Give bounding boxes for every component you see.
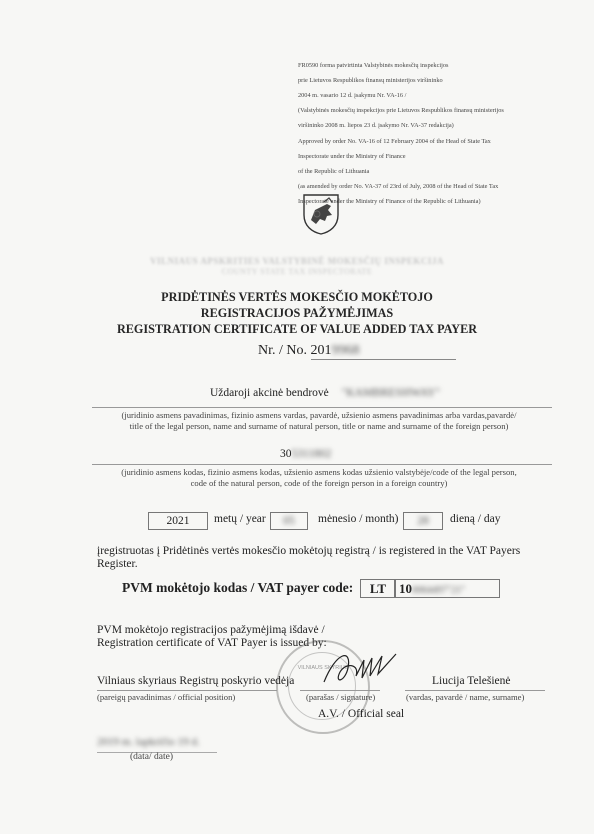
day-box [403, 512, 443, 530]
code-prefix: 30 [280, 448, 292, 460]
number-prefix: 201 [310, 343, 332, 358]
seal-text: VILNIAUS SKYRIUS [297, 665, 349, 671]
month-label: mėnesio / month) [318, 513, 399, 525]
company-type: Uždaroji akcinė bendrovė [210, 387, 329, 399]
officer-name: Liucija Telešienė [432, 675, 511, 687]
vat-redacted: 0064497"21" [412, 585, 466, 596]
company-caption: (juridinio asmens pavadinimas, fizinio asmens vardas, pavardė, užsienio asmens pavadinimas arba vardas,pavardė/ title of the legal person, name and surname of natural person, title or name and surname of the foreign person) [121, 410, 517, 431]
company-name-redacted: "KAMBRESHWAY" [341, 387, 441, 399]
approval-line: FR0590 forma patvirtinta Valstybinės mokesčių inspekcijos [298, 61, 449, 69]
institution-name-en: COUNTY STATE TAX INSPECTORATE [221, 267, 373, 276]
vat-country-box [360, 579, 396, 598]
year-box [148, 512, 208, 530]
day-label: dieną / day [450, 513, 501, 525]
issue-date-redacted: 2019 m. lapkričio 19 d. [97, 736, 200, 748]
issued-by [97, 624, 327, 650]
name-caption: (vardas, pavardė / name, surname) [406, 692, 525, 702]
signature-caption: (parašas / signature) [306, 692, 376, 702]
company-underline [92, 407, 552, 408]
month-redacted: 05 [283, 515, 295, 527]
month-box [270, 512, 308, 530]
registered-statement: įregistruotas į Pridėtinės vertės mokesčio mokėtojų registrą / is registered in the VAT Payers Register. [97, 545, 521, 570]
approval-line: of the Republic of Lithuania [298, 167, 370, 175]
approval-line: (Valstybinės mokesčių inspekcijos prie Lietuvos Respublikos finansų ministerijos [298, 107, 504, 115]
code-redacted: 5311802 [291, 448, 332, 460]
issued-line2: Registration certificate of VAT Payer is issued by: [97, 637, 327, 649]
approval-header [298, 54, 568, 213]
vat-country: LT [369, 581, 387, 596]
signature-underline [300, 690, 380, 691]
day-redacted: 28 [417, 515, 429, 527]
title-lt-line1: PRIDĖTINĖS VERTĖS MOKESČIO MOKĖTOJO [161, 290, 433, 304]
officer-position: Vilniaus skyriaus Registrų poskyrio vedėja [97, 675, 295, 687]
approval-line: (as amended by order No. VA-37 of 23rd of July, 2008 of the Head of State Tax [298, 183, 499, 191]
company-line [210, 387, 440, 399]
year-label: metų / year [214, 513, 266, 525]
seal-label: A.V. / Official seal [318, 708, 405, 720]
position-caption: (pareigų pavadinimas / official position) [97, 692, 236, 702]
code-caption: (juridinio asmens kodas, fizinio asmens kodas, užsienio asmens kodas užsienio valstybėje/code of the legal person, code of the natural person, code of the foreign person in a foreign country) [121, 467, 517, 488]
certificate-number [258, 343, 456, 360]
approval-line: prie Lietuvos Respublikos finansų ministerijos viršininko [298, 76, 443, 84]
approval-line: Inspectorate under the Ministry of Finance [298, 152, 406, 160]
legal-code [280, 448, 331, 460]
title-lt-line2: REGISTRACIJOS PAŽYMĖJIMAS [200, 306, 394, 320]
position-underline [97, 690, 277, 691]
year-value: 2021 [166, 515, 190, 527]
name-underline [405, 690, 545, 691]
title-en: REGISTRATION CERTIFICATE OF VALUE ADDED TAX PAYER [116, 322, 478, 336]
date-caption: (data/ date) [130, 752, 173, 762]
institution-name: VILNIAUS APSKRITIES VALSTYBINĖ MOKESČIŲ INSPEKCIJA [150, 256, 444, 266]
lithuania-coat-of-arms-icon [302, 193, 340, 235]
number-label: Nr. / No. [258, 343, 307, 358]
approval-line: Approved by order No. VA-16 of 12 February 2004 of the Head of State Tax [298, 137, 491, 145]
signature-icon [318, 646, 408, 690]
vat-code-label: PVM mokėtojo kodas / VAT payer code: [122, 580, 354, 595]
number-redacted: 9968 [331, 343, 360, 358]
issued-line1: PVM mokėtojo registracijos pažymėjimą išdavė / [97, 624, 325, 636]
approval-line: 2004 m. vasario 12 d. įsakymu Nr. VA-16 / [298, 91, 407, 99]
vat-prefix: 10 [399, 581, 412, 596]
code-underline [92, 464, 552, 465]
approval-line: viršininko 2008 m. liepos 23 d. įsakymo Nr. VA-37 redakcija) [298, 122, 454, 130]
approval-line: Inspectorate under the Ministry of Finance of the Republic of Lithuania) [298, 198, 481, 206]
vat-number-box [394, 579, 500, 598]
